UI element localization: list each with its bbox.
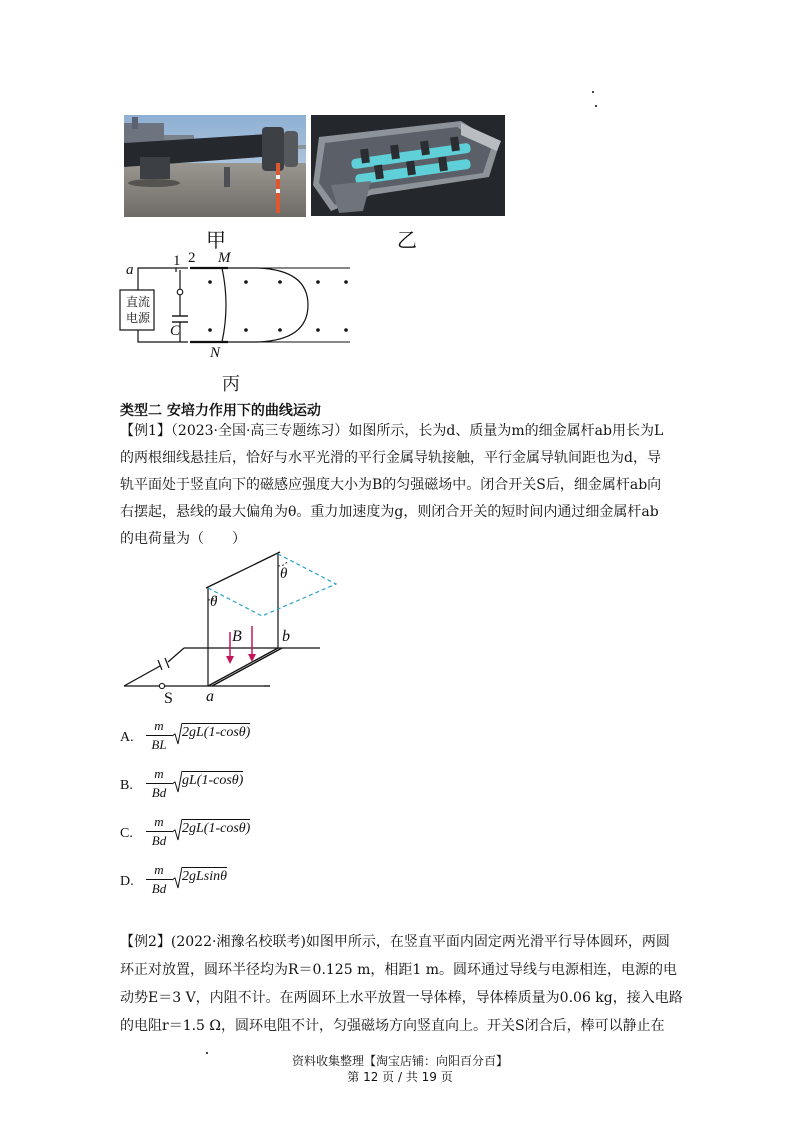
circuit-label-a: a	[126, 262, 134, 278]
option-c-denominator: Bd	[151, 833, 167, 848]
footer-source: 资料收集整理【淘宝店铺：向阳百分百】	[291, 1054, 508, 1068]
photo-gun-model-yi	[311, 115, 505, 216]
circuit-label-2: 2	[188, 250, 196, 266]
section-title: 类型二 安培力作用下的曲线运动	[120, 403, 321, 419]
option-b-numerator: m	[154, 766, 164, 781]
option-b-fraction	[146, 766, 172, 801]
circuit-label-1: 1	[173, 253, 181, 269]
option-b-letter: B.	[120, 778, 133, 793]
circuit-label-N: N	[210, 345, 221, 361]
power-source-line1: 直流	[125, 295, 150, 309]
example2-line2: 环正对放置，圆环半径均为R＝0.125 m，相距1 m。圆环通过导线与电源相连，电源的电	[120, 962, 677, 978]
option-c-letter: C.	[120, 826, 133, 841]
caption-yi: 乙	[397, 228, 417, 252]
power-source-line2: 电源	[125, 311, 150, 325]
option-b-denominator: Bd	[151, 785, 167, 800]
circuit-label-M: M	[218, 250, 231, 266]
example1-line4: 右摆起，悬线的最大偏角为θ。重力加速度为g，则闭合开关的短时间内通过细金属杆ab	[120, 504, 659, 520]
caption-jia: 甲	[206, 228, 226, 252]
option-d-numerator: m	[154, 862, 164, 877]
sqrt-icon	[172, 818, 182, 842]
pendulum-theta-right: θ	[280, 566, 288, 582]
option-c-radicand: 2gL(1-cosθ)	[182, 821, 251, 836]
pendulum-label-b: b	[282, 628, 290, 645]
pendulum-label-B: B	[232, 628, 242, 645]
option-a-radicand: 2gL(1-cosθ)	[182, 725, 251, 740]
example1-line5: 的电荷量为（ ）	[120, 531, 246, 547]
option-d-fraction	[146, 862, 172, 897]
option-d-denominator: Bd	[151, 881, 167, 896]
example2-text	[120, 928, 690, 1040]
option-d-letter: D.	[120, 874, 134, 889]
pendulum-diagram	[120, 548, 350, 708]
decorative-dot	[592, 91, 594, 93]
option-c-numerator: m	[154, 814, 164, 829]
example1-text	[120, 418, 690, 553]
sqrt-icon	[172, 866, 182, 890]
pendulum-label-a: a	[206, 688, 214, 705]
option-b-radicand: gL(1-cosθ)	[182, 773, 244, 788]
option-c-fraction	[146, 814, 172, 849]
circuit-label-C: C	[170, 323, 181, 339]
decorative-dot	[595, 105, 597, 107]
sqrt-icon	[172, 722, 182, 746]
option-a-denominator: BL	[151, 737, 167, 752]
sqrt-icon	[172, 770, 182, 794]
circuit-diagram-bing	[118, 250, 368, 390]
example2-line1: 【例2】(2022·湘豫名校联考)如图甲所示，在竖直平面内固定两光滑平行导体圆环，两圆	[120, 934, 670, 950]
option-d-radicand: 2gLsinθ	[182, 869, 228, 884]
pendulum-label-S: S	[164, 690, 173, 707]
option-a-numerator: m	[154, 718, 164, 733]
power-source-label	[122, 294, 154, 326]
example2-line3: 动势E＝3 V，内阻不计。在两圆环上水平放置一导体棒，导体棒质量为0.06 kg，接入电路	[120, 990, 683, 1006]
option-a-fraction	[146, 718, 172, 753]
caption-bing: 丙	[222, 374, 240, 395]
example1-line1: 【例1】（2023·全国·高三专题练习）如图所示，长为d、质量为m的细金属杆ab用长为L	[120, 423, 664, 439]
example1-line3: 轨平面处于竖直向下的磁感应强度大小为B的匀强磁场中。闭合开关S后，细金属杆ab向	[120, 477, 662, 493]
photo-railgun-jia	[124, 115, 306, 217]
example1-line2: 的两根细线悬挂后，恰好与水平光滑的平行金属导轨接触，平行金属导轨间距也为d，导	[120, 450, 661, 466]
example2-line4: 的电阻r＝1.5 Ω，圆环电阻不计，匀强磁场方向竖直向上。开关S闭合后，棒可以静止在	[120, 1018, 665, 1034]
option-a-letter: A.	[120, 730, 134, 745]
pendulum-theta-left: θ	[210, 594, 218, 610]
footer-page-number: 第 12 页 / 共 19 页	[347, 1070, 453, 1084]
